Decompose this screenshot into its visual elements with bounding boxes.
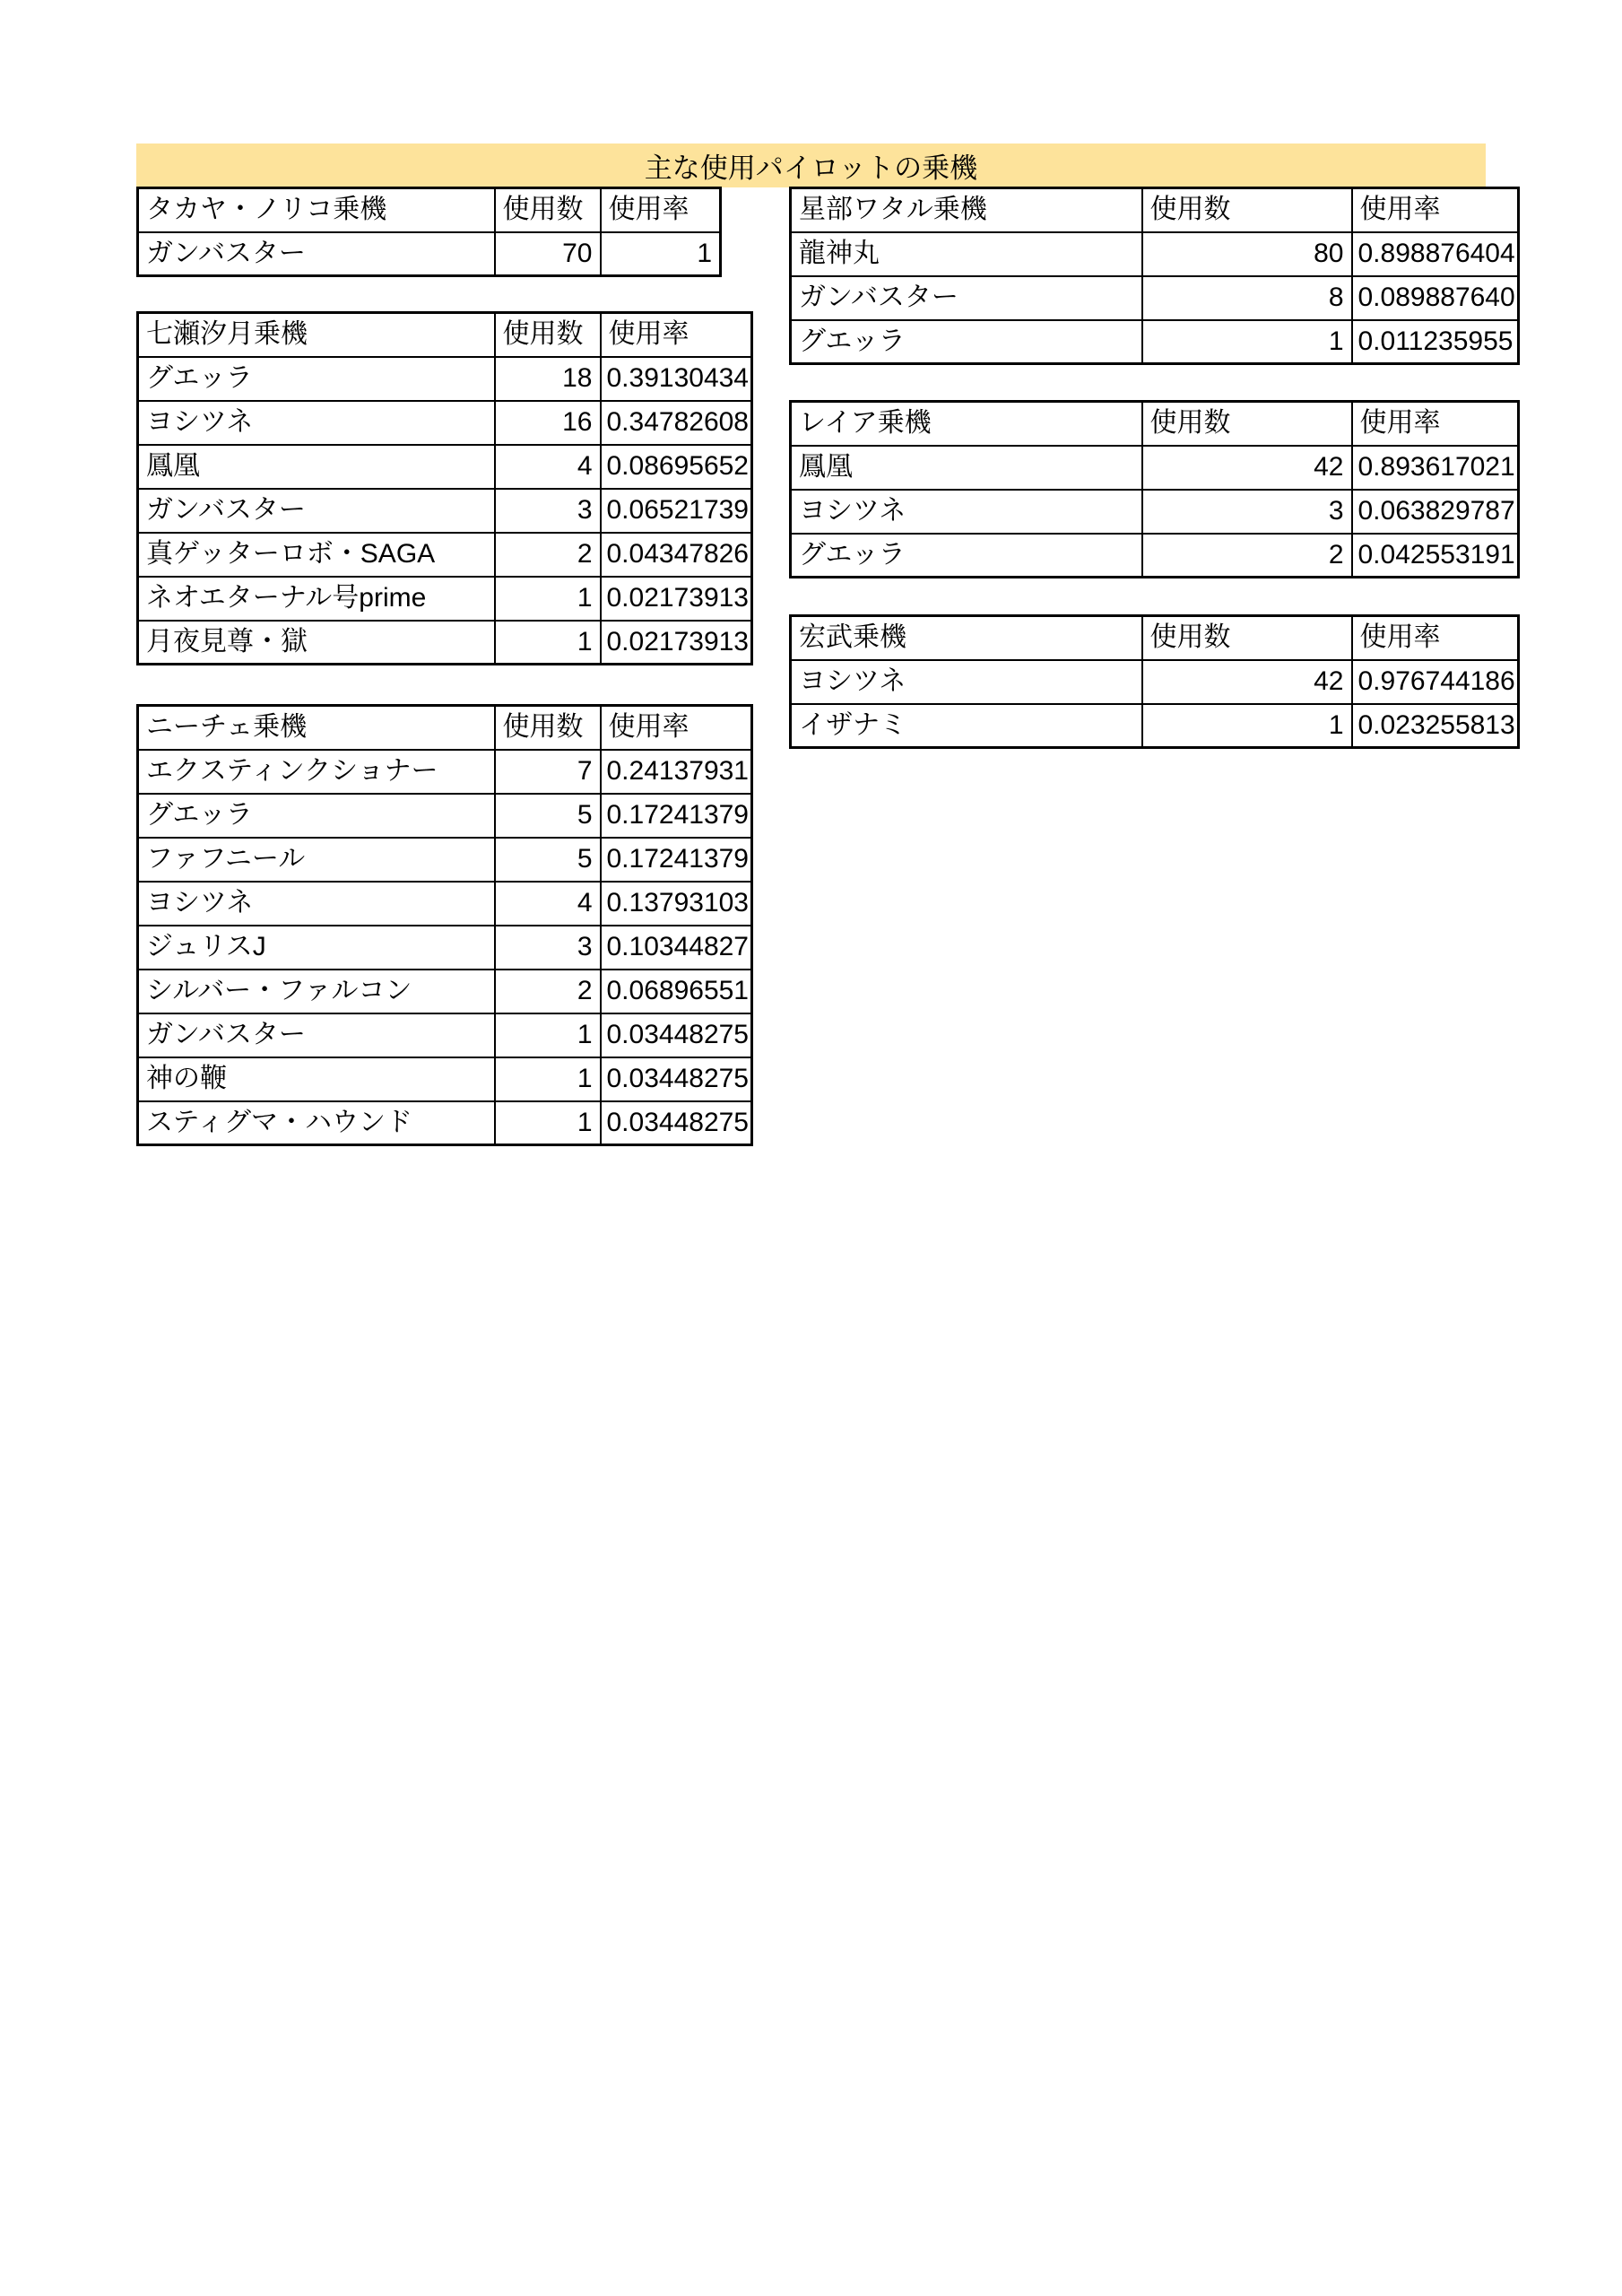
usage-rate-header-cell: 使用率 <box>1352 188 1519 232</box>
pilot-name-header-cell: 七瀬汐月乗機 <box>138 313 495 357</box>
usage-rate-cell: 0.10344827 <box>601 926 752 970</box>
usage-rate-cell: 0.08695652 <box>601 445 752 489</box>
usage-count-cell: 1 <box>495 1101 601 1145</box>
machine-name-cell: 鳳凰 <box>138 445 495 489</box>
usage-count-cell: 1 <box>495 1013 601 1057</box>
pilot-table-hiromu <box>789 614 1520 749</box>
usage-count-cell: 4 <box>495 882 601 926</box>
usage-count-cell: 42 <box>1142 660 1352 704</box>
usage-rate-cell: 0.03448275 <box>601 1101 752 1145</box>
table-row <box>138 357 752 401</box>
usage-rate-cell: 0.39130434 <box>601 357 752 401</box>
machine-name-cell: グエッラ <box>791 534 1142 578</box>
machine-name-cell: グエッラ <box>138 794 495 838</box>
usage-rate-cell: 0.34782608 <box>601 401 752 445</box>
machine-name-cell: 月夜見尊・獄 <box>138 621 495 665</box>
machine-name-cell: エクスティンクショナー <box>138 750 495 794</box>
pilot-name-header-cell: タカヤ・ノリコ乗機 <box>138 188 495 232</box>
usage-rate-cell: 0.03448275 <box>601 1057 752 1101</box>
usage-count-cell: 80 <box>1142 232 1352 276</box>
table-row <box>791 320 1519 364</box>
usage-rate-cell: 0.24137931 <box>601 750 752 794</box>
table-header-row <box>791 616 1519 660</box>
page-title-banner <box>136 144 1486 187</box>
usage-rate-cell: 0.17241379 <box>601 794 752 838</box>
page-title: 主な使用パイロットの乗機 <box>644 152 978 184</box>
usage-rate-cell: 0.089887640 <box>1352 276 1519 320</box>
pilot-name-header-cell: 星部ワタル乗機 <box>791 188 1142 232</box>
usage-rate-cell: 0.898876404 <box>1352 232 1519 276</box>
machine-name-cell: ガンバスター <box>791 276 1142 320</box>
usage-rate-cell: 0.17241379 <box>601 838 752 882</box>
usage-count-cell: 1 <box>1142 704 1352 748</box>
table-row <box>791 232 1519 276</box>
table-row <box>138 838 752 882</box>
table-row <box>138 794 752 838</box>
usage-rate-cell: 0.893617021 <box>1352 446 1519 490</box>
usage-count-cell: 16 <box>495 401 601 445</box>
usage-count-cell: 1 <box>495 577 601 621</box>
usage-rate-cell: 0.042553191 <box>1352 534 1519 578</box>
usage-count-cell: 2 <box>495 970 601 1013</box>
pilot-table-leia <box>789 400 1520 578</box>
table-row <box>138 1013 752 1057</box>
usage-count-header-cell: 使用数 <box>495 313 601 357</box>
table-row <box>791 446 1519 490</box>
table-header-row <box>791 188 1519 232</box>
machine-name-cell: イザナミ <box>791 704 1142 748</box>
table-row <box>138 577 752 621</box>
usage-count-cell: 70 <box>495 232 601 276</box>
usage-count-cell: 3 <box>495 926 601 970</box>
usage-count-header-cell: 使用数 <box>495 706 601 750</box>
table-row <box>138 621 752 665</box>
usage-rate-cell: 0.023255813 <box>1352 704 1519 748</box>
usage-rate-cell: 0.011235955 <box>1352 320 1519 364</box>
table-row <box>138 445 752 489</box>
pilot-table-takaya-noriko <box>136 187 722 277</box>
usage-count-header-cell: 使用数 <box>495 188 601 232</box>
table-row <box>138 401 752 445</box>
table-row <box>138 232 721 276</box>
table-header-row <box>138 188 721 232</box>
table-row <box>791 276 1519 320</box>
usage-rate-header-cell: 使用率 <box>1352 402 1519 446</box>
usage-count-cell: 1 <box>495 621 601 665</box>
pilot-name-header-cell: レイア乗機 <box>791 402 1142 446</box>
machine-name-cell: ヨシツネ <box>138 401 495 445</box>
usage-count-cell: 1 <box>495 1057 601 1101</box>
usage-rate-header-cell: 使用率 <box>601 706 752 750</box>
machine-name-cell: シルバー・ファルコン <box>138 970 495 1013</box>
usage-rate-header-cell: 使用率 <box>1352 616 1519 660</box>
table-row <box>138 926 752 970</box>
machine-name-cell: ヨシツネ <box>138 882 495 926</box>
usage-rate-cell: 1 <box>601 232 721 276</box>
machine-name-cell: スティグマ・ハウンド <box>138 1101 495 1145</box>
usage-count-cell: 4 <box>495 445 601 489</box>
pilot-name-header-cell: ニーチェ乗機 <box>138 706 495 750</box>
machine-name-cell: ヨシツネ <box>791 660 1142 704</box>
usage-count-cell: 3 <box>1142 490 1352 534</box>
usage-count-cell: 3 <box>495 489 601 533</box>
usage-rate-header-cell: 使用率 <box>601 188 721 232</box>
table-row <box>791 660 1519 704</box>
table-row <box>791 490 1519 534</box>
pilot-table-nanase-shizuki <box>136 311 753 665</box>
machine-name-cell: ヨシツネ <box>791 490 1142 534</box>
usage-count-header-cell: 使用数 <box>1142 402 1352 446</box>
usage-rate-cell: 0.06896551 <box>601 970 752 1013</box>
usage-count-header-cell: 使用数 <box>1142 188 1352 232</box>
usage-count-cell: 18 <box>495 357 601 401</box>
pilot-table-hoshibe-wataru <box>789 187 1520 365</box>
table-header-row <box>138 706 752 750</box>
usage-rate-cell: 0.04347826 <box>601 533 752 577</box>
usage-count-header-cell: 使用数 <box>1142 616 1352 660</box>
usage-rate-cell: 0.13793103 <box>601 882 752 926</box>
machine-name-cell: グエッラ <box>138 357 495 401</box>
usage-rate-cell: 0.976744186 <box>1352 660 1519 704</box>
table-row <box>138 1101 752 1145</box>
usage-count-cell: 42 <box>1142 446 1352 490</box>
usage-count-cell: 2 <box>495 533 601 577</box>
machine-name-cell: ガンバスター <box>138 489 495 533</box>
table-row <box>791 534 1519 578</box>
usage-count-cell: 8 <box>1142 276 1352 320</box>
table-row <box>791 704 1519 748</box>
table-row <box>138 1057 752 1101</box>
machine-name-cell: 鳳凰 <box>791 446 1142 490</box>
machine-name-cell: ガンバスター <box>138 1013 495 1057</box>
table-row <box>138 533 752 577</box>
pilot-table-nietzsche <box>136 704 753 1146</box>
machine-name-cell: ガンバスター <box>138 232 495 276</box>
usage-count-cell: 2 <box>1142 534 1352 578</box>
usage-rate-cell: 0.03448275 <box>601 1013 752 1057</box>
machine-name-cell: グエッラ <box>791 320 1142 364</box>
usage-count-cell: 1 <box>1142 320 1352 364</box>
table-row <box>138 489 752 533</box>
table-row <box>138 750 752 794</box>
pilot-name-header-cell: 宏武乗機 <box>791 616 1142 660</box>
usage-count-cell: 5 <box>495 794 601 838</box>
table-header-row <box>791 402 1519 446</box>
table-row <box>138 970 752 1013</box>
machine-name-cell: 真ゲッターロボ・SAGA <box>138 533 495 577</box>
usage-rate-cell: 0.02173913 <box>601 577 752 621</box>
usage-rate-cell: 0.02173913 <box>601 621 752 665</box>
usage-rate-cell: 0.063829787 <box>1352 490 1519 534</box>
usage-count-cell: 5 <box>495 838 601 882</box>
table-header-row <box>138 313 752 357</box>
machine-name-cell: 龍神丸 <box>791 232 1142 276</box>
machine-name-cell: 神の鞭 <box>138 1057 495 1101</box>
usage-rate-header-cell: 使用率 <box>601 313 752 357</box>
usage-rate-cell: 0.06521739 <box>601 489 752 533</box>
table-row <box>138 882 752 926</box>
machine-name-cell: ジュリスJ <box>138 926 495 970</box>
machine-name-cell: ファフニール <box>138 838 495 882</box>
machine-name-cell: ネオエターナル号prime <box>138 577 495 621</box>
usage-count-cell: 7 <box>495 750 601 794</box>
